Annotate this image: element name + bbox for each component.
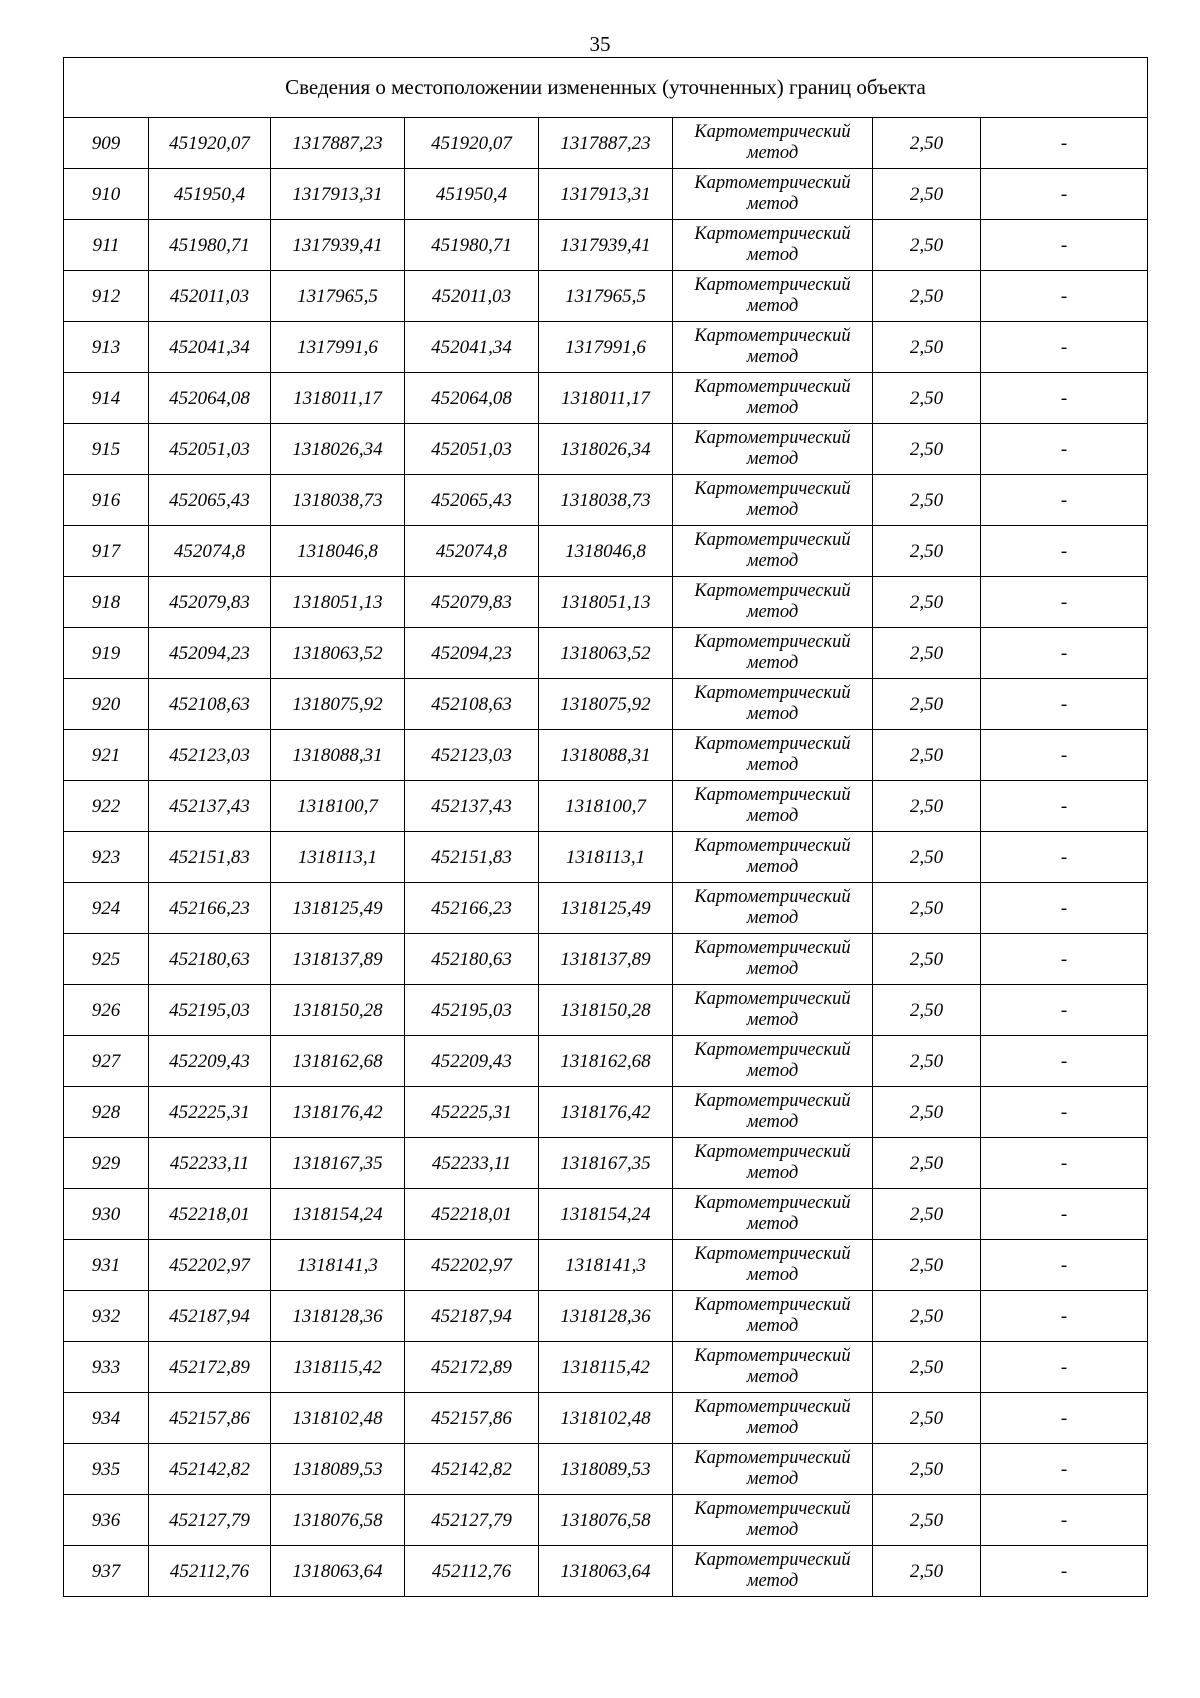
x-coordinate-refined-cell: 451920,07 [405,118,539,169]
x-coordinate-refined-cell: 452127,79 [405,1495,539,1546]
table-row [64,475,1148,526]
determination-method-cell: Картометрический метод [673,1444,873,1495]
accuracy-cell: 2,50 [873,373,981,424]
page-number: 35 [589,32,611,56]
note-cell: - [981,1189,1148,1240]
y-coordinate-existing-cell: 1318046,8 [271,526,405,577]
note-cell: - [981,985,1148,1036]
x-coordinate-existing-cell: 452112,76 [149,1546,271,1597]
table-row [64,832,1148,883]
table-row [64,628,1148,679]
y-coordinate-existing-cell: 1318102,48 [271,1393,405,1444]
x-coordinate-refined-cell: 452166,23 [405,883,539,934]
x-coordinate-refined-cell: 452195,03 [405,985,539,1036]
point-number-cell: 937 [64,1546,149,1597]
accuracy-cell: 2,50 [873,1495,981,1546]
note-cell: - [981,1138,1148,1189]
point-number-cell: 926 [64,985,149,1036]
accuracy-cell: 2,50 [873,1291,981,1342]
determination-method-cell: Картометрический метод [673,832,873,883]
table-row [64,1342,1148,1393]
x-coordinate-existing-cell: 452172,89 [149,1342,271,1393]
determination-method-cell: Картометрический метод [673,1393,873,1444]
x-coordinate-existing-cell: 452157,86 [149,1393,271,1444]
y-coordinate-refined-cell: 1317939,41 [539,220,673,271]
y-coordinate-refined-cell: 1318051,13 [539,577,673,628]
x-coordinate-refined-cell: 452172,89 [405,1342,539,1393]
x-coordinate-existing-cell: 452233,11 [149,1138,271,1189]
table-row [64,1138,1148,1189]
note-cell: - [981,832,1148,883]
x-coordinate-existing-cell: 452041,34 [149,322,271,373]
point-number-cell: 910 [64,169,149,220]
x-coordinate-refined-cell: 451980,71 [405,220,539,271]
y-coordinate-existing-cell: 1318162,68 [271,1036,405,1087]
table-title-row [64,58,1148,118]
table-title: Сведения о местоположении измененных (уточненных) границ объекта [64,58,1148,118]
y-coordinate-refined-cell: 1317913,31 [539,169,673,220]
note-cell: - [981,220,1148,271]
point-number-cell: 913 [64,322,149,373]
x-coordinate-refined-cell: 452157,86 [405,1393,539,1444]
table-row [64,322,1148,373]
point-number-cell: 923 [64,832,149,883]
point-number-cell: 916 [64,475,149,526]
y-coordinate-existing-cell: 1318100,7 [271,781,405,832]
y-coordinate-refined-cell: 1318154,24 [539,1189,673,1240]
x-coordinate-refined-cell: 451950,4 [405,169,539,220]
determination-method-cell: Картометрический метод [673,1087,873,1138]
note-cell: - [981,1240,1148,1291]
point-number-cell: 920 [64,679,149,730]
y-coordinate-existing-cell: 1318063,52 [271,628,405,679]
x-coordinate-existing-cell: 452123,03 [149,730,271,781]
note-cell: - [981,1087,1148,1138]
x-coordinate-refined-cell: 452180,63 [405,934,539,985]
point-number-cell: 917 [64,526,149,577]
y-coordinate-existing-cell: 1318128,36 [271,1291,405,1342]
note-cell: - [981,1495,1148,1546]
y-coordinate-refined-cell: 1318162,68 [539,1036,673,1087]
determination-method-cell: Картометрический метод [673,883,873,934]
accuracy-cell: 2,50 [873,1342,981,1393]
y-coordinate-existing-cell: 1318137,89 [271,934,405,985]
determination-method-cell: Картометрический метод [673,628,873,679]
accuracy-cell: 2,50 [873,220,981,271]
y-coordinate-existing-cell: 1318141,3 [271,1240,405,1291]
accuracy-cell: 2,50 [873,1240,981,1291]
y-coordinate-refined-cell: 1318113,1 [539,832,673,883]
y-coordinate-refined-cell: 1318063,52 [539,628,673,679]
y-coordinate-refined-cell: 1318125,49 [539,883,673,934]
accuracy-cell: 2,50 [873,1138,981,1189]
accuracy-cell: 2,50 [873,475,981,526]
table-row [64,730,1148,781]
y-coordinate-existing-cell: 1317965,5 [271,271,405,322]
y-coordinate-refined-cell: 1318102,48 [539,1393,673,1444]
y-coordinate-existing-cell: 1318051,13 [271,577,405,628]
x-coordinate-existing-cell: 451920,07 [149,118,271,169]
table-row [64,118,1148,169]
x-coordinate-existing-cell: 452079,83 [149,577,271,628]
point-number-cell: 911 [64,220,149,271]
note-cell: - [981,118,1148,169]
note-cell: - [981,424,1148,475]
table-row [64,781,1148,832]
y-coordinate-refined-cell: 1318011,17 [539,373,673,424]
x-coordinate-existing-cell: 452065,43 [149,475,271,526]
x-coordinate-existing-cell: 452142,82 [149,1444,271,1495]
point-number-cell: 927 [64,1036,149,1087]
accuracy-cell: 2,50 [873,679,981,730]
y-coordinate-refined-cell: 1318176,42 [539,1087,673,1138]
y-coordinate-refined-cell: 1318141,3 [539,1240,673,1291]
note-cell: - [981,1393,1148,1444]
x-coordinate-refined-cell: 452209,43 [405,1036,539,1087]
determination-method-cell: Картометрический метод [673,118,873,169]
x-coordinate-existing-cell: 451950,4 [149,169,271,220]
note-cell: - [981,628,1148,679]
note-cell: - [981,883,1148,934]
table-row [64,1036,1148,1087]
x-coordinate-existing-cell: 452151,83 [149,832,271,883]
x-coordinate-existing-cell: 452225,31 [149,1087,271,1138]
point-number-cell: 930 [64,1189,149,1240]
accuracy-cell: 2,50 [873,322,981,373]
note-cell: - [981,475,1148,526]
y-coordinate-existing-cell: 1318011,17 [271,373,405,424]
boundary-coordinates-table [63,57,1148,1597]
determination-method-cell: Картометрический метод [673,934,873,985]
table-row [64,1444,1148,1495]
accuracy-cell: 2,50 [873,730,981,781]
x-coordinate-existing-cell: 452127,79 [149,1495,271,1546]
y-coordinate-refined-cell: 1318038,73 [539,475,673,526]
x-coordinate-refined-cell: 452142,82 [405,1444,539,1495]
table-row [64,1189,1148,1240]
table-row [64,1087,1148,1138]
y-coordinate-refined-cell: 1318150,28 [539,985,673,1036]
y-coordinate-existing-cell: 1318063,64 [271,1546,405,1597]
note-cell: - [981,730,1148,781]
point-number-cell: 912 [64,271,149,322]
x-coordinate-existing-cell: 452051,03 [149,424,271,475]
table-row [64,1291,1148,1342]
note-cell: - [981,679,1148,730]
x-coordinate-refined-cell: 452151,83 [405,832,539,883]
x-coordinate-refined-cell: 452079,83 [405,577,539,628]
x-coordinate-existing-cell: 452064,08 [149,373,271,424]
y-coordinate-existing-cell: 1318115,42 [271,1342,405,1393]
x-coordinate-existing-cell: 452187,94 [149,1291,271,1342]
y-coordinate-existing-cell: 1317913,31 [271,169,405,220]
point-number-cell: 924 [64,883,149,934]
y-coordinate-existing-cell: 1318176,42 [271,1087,405,1138]
x-coordinate-existing-cell: 452094,23 [149,628,271,679]
determination-method-cell: Картометрический метод [673,1240,873,1291]
y-coordinate-existing-cell: 1318089,53 [271,1444,405,1495]
y-coordinate-refined-cell: 1318115,42 [539,1342,673,1393]
determination-method-cell: Картометрический метод [673,169,873,220]
table-row [64,271,1148,322]
x-coordinate-refined-cell: 452074,8 [405,526,539,577]
determination-method-cell: Картометрический метод [673,679,873,730]
x-coordinate-refined-cell: 452137,43 [405,781,539,832]
accuracy-cell: 2,50 [873,1393,981,1444]
table-row [64,373,1148,424]
y-coordinate-refined-cell: 1318137,89 [539,934,673,985]
x-coordinate-existing-cell: 452166,23 [149,883,271,934]
note-cell: - [981,169,1148,220]
y-coordinate-existing-cell: 1317991,6 [271,322,405,373]
determination-method-cell: Картометрический метод [673,271,873,322]
accuracy-cell: 2,50 [873,1546,981,1597]
x-coordinate-existing-cell: 451980,71 [149,220,271,271]
point-number-cell: 915 [64,424,149,475]
table-row [64,424,1148,475]
note-cell: - [981,781,1148,832]
x-coordinate-existing-cell: 452074,8 [149,526,271,577]
accuracy-cell: 2,50 [873,1189,981,1240]
y-coordinate-existing-cell: 1318167,35 [271,1138,405,1189]
note-cell: - [981,1291,1148,1342]
y-coordinate-refined-cell: 1317965,5 [539,271,673,322]
accuracy-cell: 2,50 [873,1087,981,1138]
x-coordinate-refined-cell: 452108,63 [405,679,539,730]
y-coordinate-existing-cell: 1317939,41 [271,220,405,271]
accuracy-cell: 2,50 [873,883,981,934]
note-cell: - [981,1342,1148,1393]
x-coordinate-refined-cell: 452123,03 [405,730,539,781]
y-coordinate-refined-cell: 1318046,8 [539,526,673,577]
x-coordinate-refined-cell: 452202,97 [405,1240,539,1291]
table-row [64,1393,1148,1444]
determination-method-cell: Картометрический метод [673,424,873,475]
note-cell: - [981,1546,1148,1597]
y-coordinate-refined-cell: 1318026,34 [539,424,673,475]
table-row [64,934,1148,985]
x-coordinate-refined-cell: 452094,23 [405,628,539,679]
table-row [64,1495,1148,1546]
accuracy-cell: 2,50 [873,781,981,832]
y-coordinate-existing-cell: 1318076,58 [271,1495,405,1546]
determination-method-cell: Картометрический метод [673,1546,873,1597]
x-coordinate-existing-cell: 452218,01 [149,1189,271,1240]
point-number-cell: 925 [64,934,149,985]
x-coordinate-refined-cell: 452064,08 [405,373,539,424]
x-coordinate-existing-cell: 452180,63 [149,934,271,985]
y-coordinate-existing-cell: 1318154,24 [271,1189,405,1240]
determination-method-cell: Картометрический метод [673,1495,873,1546]
table-row [64,1546,1148,1597]
determination-method-cell: Картометрический метод [673,220,873,271]
x-coordinate-existing-cell: 452137,43 [149,781,271,832]
point-number-cell: 919 [64,628,149,679]
y-coordinate-refined-cell: 1318100,7 [539,781,673,832]
y-coordinate-refined-cell: 1318075,92 [539,679,673,730]
y-coordinate-refined-cell: 1317887,23 [539,118,673,169]
note-cell: - [981,577,1148,628]
table-row [64,220,1148,271]
accuracy-cell: 2,50 [873,118,981,169]
x-coordinate-existing-cell: 452202,97 [149,1240,271,1291]
y-coordinate-existing-cell: 1317887,23 [271,118,405,169]
determination-method-cell: Картометрический метод [673,730,873,781]
x-coordinate-refined-cell: 452218,01 [405,1189,539,1240]
accuracy-cell: 2,50 [873,526,981,577]
y-coordinate-refined-cell: 1318089,53 [539,1444,673,1495]
note-cell: - [981,526,1148,577]
x-coordinate-refined-cell: 452187,94 [405,1291,539,1342]
determination-method-cell: Картометрический метод [673,475,873,526]
determination-method-cell: Картометрический метод [673,373,873,424]
y-coordinate-existing-cell: 1318125,49 [271,883,405,934]
accuracy-cell: 2,50 [873,424,981,475]
point-number-cell: 933 [64,1342,149,1393]
determination-method-cell: Картометрический метод [673,985,873,1036]
table-row [64,577,1148,628]
y-coordinate-refined-cell: 1318167,35 [539,1138,673,1189]
note-cell: - [981,1444,1148,1495]
x-coordinate-refined-cell: 452112,76 [405,1546,539,1597]
determination-method-cell: Картометрический метод [673,1036,873,1087]
determination-method-cell: Картометрический метод [673,526,873,577]
x-coordinate-refined-cell: 452225,31 [405,1087,539,1138]
accuracy-cell: 2,50 [873,577,981,628]
point-number-cell: 928 [64,1087,149,1138]
point-number-cell: 936 [64,1495,149,1546]
accuracy-cell: 2,50 [873,832,981,883]
x-coordinate-refined-cell: 452051,03 [405,424,539,475]
determination-method-cell: Картометрический метод [673,1138,873,1189]
determination-method-cell: Картометрический метод [673,781,873,832]
table-body [64,58,1148,1597]
note-cell: - [981,322,1148,373]
y-coordinate-refined-cell: 1318063,64 [539,1546,673,1597]
y-coordinate-existing-cell: 1318150,28 [271,985,405,1036]
table-row [64,1240,1148,1291]
point-number-cell: 909 [64,118,149,169]
y-coordinate-refined-cell: 1318076,58 [539,1495,673,1546]
accuracy-cell: 2,50 [873,169,981,220]
point-number-cell: 922 [64,781,149,832]
x-coordinate-existing-cell: 452195,03 [149,985,271,1036]
point-number-cell: 931 [64,1240,149,1291]
table-row [64,169,1148,220]
table-row [64,679,1148,730]
x-coordinate-refined-cell: 452011,03 [405,271,539,322]
y-coordinate-existing-cell: 1318088,31 [271,730,405,781]
table-row [64,985,1148,1036]
accuracy-cell: 2,50 [873,985,981,1036]
x-coordinate-existing-cell: 452011,03 [149,271,271,322]
accuracy-cell: 2,50 [873,628,981,679]
accuracy-cell: 2,50 [873,271,981,322]
accuracy-cell: 2,50 [873,934,981,985]
note-cell: - [981,934,1148,985]
x-coordinate-existing-cell: 452209,43 [149,1036,271,1087]
table-row [64,883,1148,934]
y-coordinate-existing-cell: 1318038,73 [271,475,405,526]
y-coordinate-refined-cell: 1318128,36 [539,1291,673,1342]
point-number-cell: 918 [64,577,149,628]
point-number-cell: 932 [64,1291,149,1342]
determination-method-cell: Картометрический метод [673,577,873,628]
point-number-cell: 921 [64,730,149,781]
x-coordinate-refined-cell: 452041,34 [405,322,539,373]
determination-method-cell: Картометрический метод [673,322,873,373]
point-number-cell: 914 [64,373,149,424]
note-cell: - [981,373,1148,424]
note-cell: - [981,271,1148,322]
point-number-cell: 934 [64,1393,149,1444]
x-coordinate-refined-cell: 452065,43 [405,475,539,526]
y-coordinate-existing-cell: 1318113,1 [271,832,405,883]
accuracy-cell: 2,50 [873,1444,981,1495]
y-coordinate-existing-cell: 1318026,34 [271,424,405,475]
point-number-cell: 935 [64,1444,149,1495]
note-cell: - [981,1036,1148,1087]
x-coordinate-refined-cell: 452233,11 [405,1138,539,1189]
x-coordinate-existing-cell: 452108,63 [149,679,271,730]
y-coordinate-existing-cell: 1318075,92 [271,679,405,730]
point-number-cell: 929 [64,1138,149,1189]
y-coordinate-refined-cell: 1318088,31 [539,730,673,781]
determination-method-cell: Картометрический метод [673,1189,873,1240]
y-coordinate-refined-cell: 1317991,6 [539,322,673,373]
table-row [64,526,1148,577]
accuracy-cell: 2,50 [873,1036,981,1087]
determination-method-cell: Картометрический метод [673,1342,873,1393]
determination-method-cell: Картометрический метод [673,1291,873,1342]
